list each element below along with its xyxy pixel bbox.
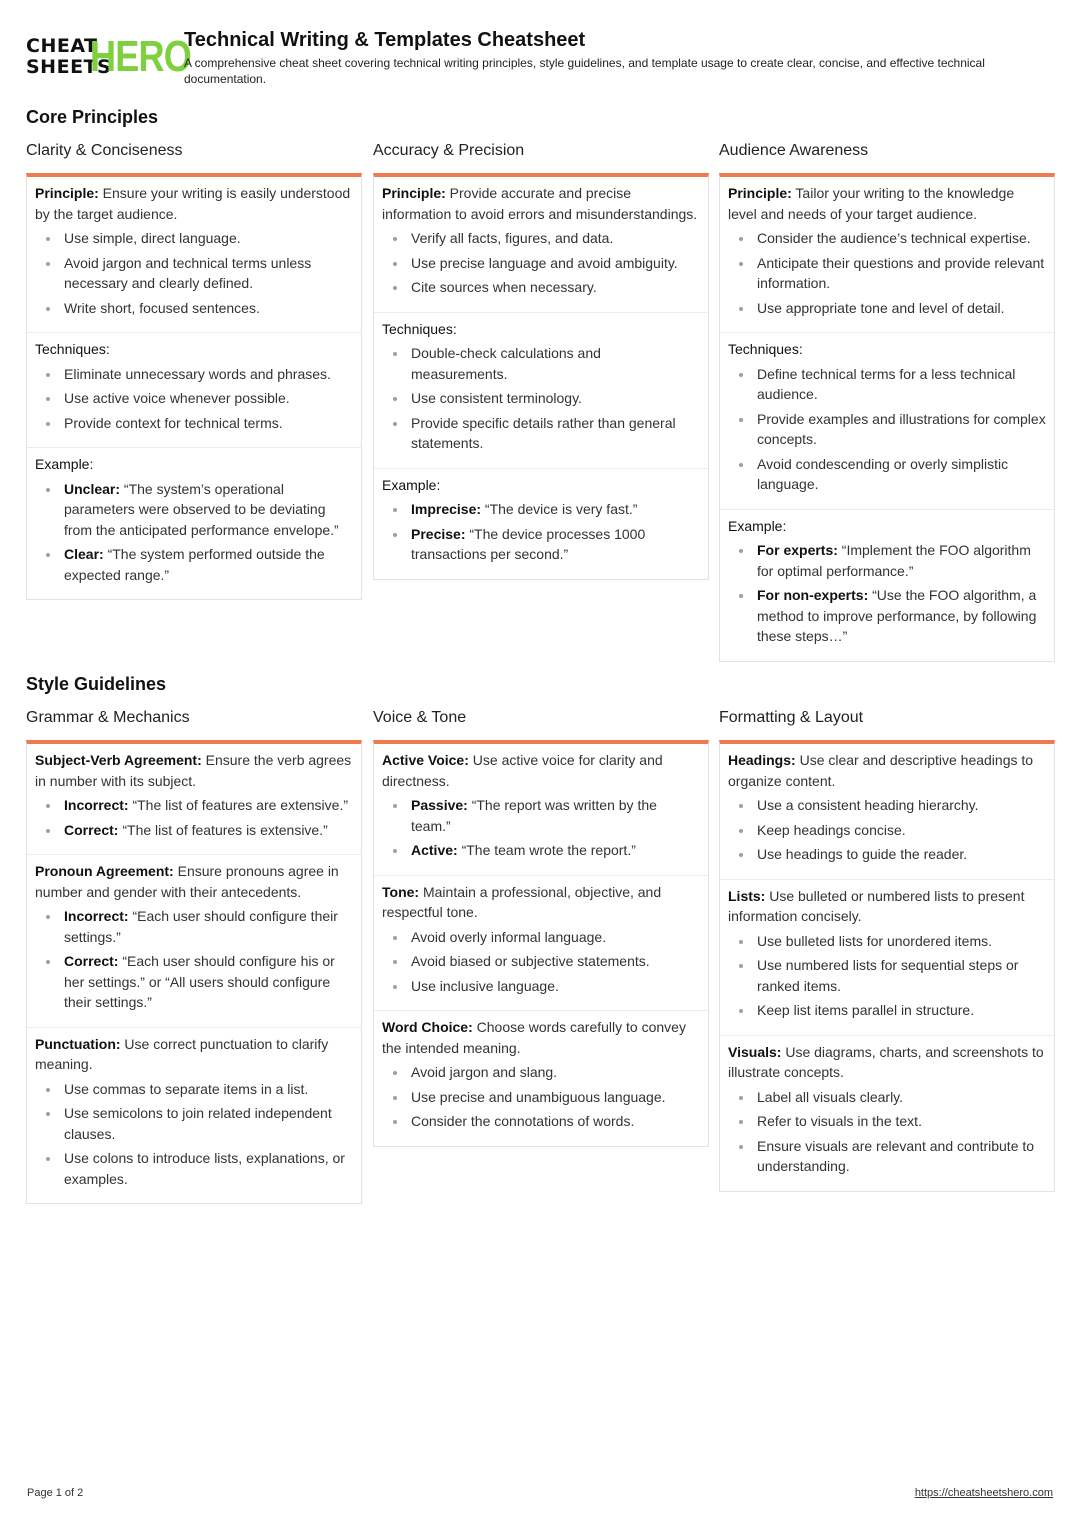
block-text: Ensure your writing is easily understood by the target audience.: [35, 185, 351, 222]
column-heading: Audience Awareness: [719, 142, 869, 159]
block-label: Subject-Verb Agreement:: [35, 752, 202, 768]
list-item: [728, 364, 1046, 405]
card-block: [720, 333, 1054, 510]
item-text: “The list of features is extensive.”: [118, 821, 328, 838]
bullet-list: [35, 1079, 353, 1190]
item-text: Use appropriate tone and level of detail.: [757, 299, 1005, 316]
list-item: [728, 1000, 1046, 1021]
item-text: Avoid jargon and technical terms unless necessary and clearly defined.: [64, 254, 312, 291]
column-card: [26, 140, 362, 600]
page-subtitle: A comprehensive cheat sheet covering technical writing principles, style guidelines, and template usage to create clear, concise, and effective technical documentation.: [184, 56, 985, 86]
block-text: Use bulleted or numbered lists to present information concisely.: [728, 887, 1025, 924]
list-item: [382, 388, 700, 409]
item-text: Consider the connotations of words.: [411, 1113, 635, 1129]
bullet-list: [35, 228, 353, 318]
card-body: [373, 173, 709, 580]
list-item: [382, 927, 700, 948]
block-text: Use correct punctuation to clarify meaning.: [35, 1035, 329, 1072]
list-item: [382, 524, 700, 565]
block-label: Lists:: [728, 887, 766, 904]
block-lead: [728, 750, 1046, 791]
item-text: “The list of features are extensive.”: [128, 797, 349, 813]
column-heading: Formatting & Layout: [719, 709, 864, 726]
item-text: Use commas to separate items in a list.: [64, 1080, 309, 1097]
bullet-list: [728, 1087, 1046, 1177]
block-lead: [35, 454, 353, 475]
item-text: Ensure visuals are relevant and contribute to understanding.: [757, 1137, 1035, 1174]
block-lead: [382, 1017, 700, 1058]
list-item: [35, 1103, 353, 1144]
logo-text-cheat: CHEAT: [26, 35, 98, 57]
bullet-list: [382, 499, 700, 565]
block-text: Use clear and descriptive headings to organize content.: [728, 752, 1034, 789]
bullet-list: [382, 343, 700, 454]
block-text: Tailor your writing to the knowledge level and needs of your target audience.: [728, 185, 1015, 222]
bullet-list: [382, 1062, 700, 1132]
card-block: [374, 177, 708, 313]
list-item: [382, 1111, 700, 1132]
item-text: Use bulleted lists for unordered items.: [757, 932, 992, 949]
cheatsheetshero-logo[interactable]: [26, 32, 191, 81]
card-body: [373, 740, 709, 1147]
list-item: [728, 454, 1046, 495]
list-item: [35, 479, 353, 541]
item-text: Verify all facts, figures, and data.: [411, 230, 614, 246]
card-block: [374, 876, 708, 1012]
item-text: “The device processes 1000 transactions per second.”: [411, 525, 646, 562]
list-item: [728, 931, 1046, 952]
item-text: Eliminate unnecessary words and phrases.: [64, 365, 331, 382]
block-label: Punctuation:: [35, 1035, 121, 1052]
list-item: [382, 1062, 700, 1083]
list-item: [35, 228, 353, 249]
item-label: Incorrect:: [64, 797, 129, 813]
bullet-list: [382, 795, 700, 861]
site-link[interactable]: https://cheatsheetshero.com: [914, 1487, 1053, 1499]
card-block: [720, 744, 1054, 880]
list-item: [35, 298, 353, 319]
bullet-list: [382, 927, 700, 997]
page-title: Technical Writing & Templates Cheatsheet: [184, 29, 586, 51]
item-label: Incorrect:: [64, 908, 129, 924]
block-lead: [382, 475, 700, 496]
list-item: [35, 413, 353, 434]
bullet-list: [35, 906, 353, 1013]
list-item: [35, 1148, 353, 1189]
item-text: Use precise language and avoid ambiguity.: [411, 254, 678, 271]
block-text: Choose words carefully to convey the intended meaning.: [382, 1019, 686, 1056]
item-text: “The report was written by the team.”: [411, 797, 657, 834]
list-item: [728, 820, 1046, 841]
item-label: For experts:: [757, 542, 838, 558]
block-text: Use active voice for clarity and directness.: [382, 752, 663, 789]
item-text: “Use the FOO algorithm, a method to improve performance, by following these steps…”: [757, 587, 1037, 644]
block-text: Ensure pronouns agree in number and gender with their antecedents.: [35, 863, 339, 900]
bullet-list: [35, 479, 353, 586]
item-text: Avoid overly informal language.: [411, 928, 607, 945]
list-item: [728, 955, 1046, 996]
list-item: [728, 795, 1046, 816]
section-title: Core Principles: [26, 107, 159, 127]
item-text: Use inclusive language.: [411, 977, 559, 994]
card-block: [27, 1028, 361, 1204]
bullet-list: [728, 228, 1046, 318]
list-item: [728, 844, 1046, 865]
bullet-list: [728, 540, 1046, 647]
list-item: [728, 253, 1046, 294]
block-text: Techniques:: [728, 341, 803, 357]
item-text: Use semicolons to join related independent clauses.: [64, 1105, 332, 1142]
item-label: Correct:: [64, 953, 119, 969]
item-text: Use precise and unambiguous language.: [411, 1088, 666, 1105]
list-item: [35, 906, 353, 947]
block-lead: [35, 750, 353, 791]
card-block: [374, 744, 708, 876]
list-item: [35, 364, 353, 385]
header: [26, 30, 1056, 90]
column-card: [373, 707, 709, 1147]
item-label: Correct:: [64, 821, 119, 838]
card-block: [27, 177, 361, 333]
bullet-list: [382, 228, 700, 298]
item-text: Use active voice whenever possible.: [64, 390, 290, 406]
block-lead: [35, 1034, 353, 1075]
block-lead: [382, 183, 700, 224]
list-item: [382, 343, 700, 384]
list-item: [382, 840, 700, 861]
item-text: Use simple, direct language.: [64, 230, 241, 246]
list-item: [728, 540, 1046, 581]
card-block: [720, 510, 1054, 661]
block-label: Word Choice:: [382, 1019, 473, 1035]
logo-text-sheets: SHEETS: [26, 56, 112, 78]
block-lead: [35, 183, 353, 224]
list-item: [728, 298, 1046, 319]
card-block: [374, 469, 708, 579]
block-label: Pronoun Agreement:: [35, 863, 174, 879]
block-text: Example:: [728, 517, 787, 534]
item-text: Label all visuals clearly.: [757, 1088, 904, 1105]
list-item: [728, 409, 1046, 450]
item-text: Consider the audience’s technical expertise.: [757, 230, 1031, 246]
block-text: Example:: [382, 476, 441, 493]
list-item: [728, 1111, 1046, 1132]
item-text: Provide specific details rather than general statements.: [411, 414, 676, 451]
list-item: [728, 1136, 1046, 1177]
list-item: [35, 544, 353, 585]
item-text: “Implement the FOO algorithm for optimal performance.”: [757, 542, 1031, 579]
column-heading: Clarity & Conciseness: [26, 142, 183, 159]
card-body: [26, 740, 362, 1204]
block-label: Tone:: [382, 883, 420, 900]
card-body: [719, 740, 1055, 1192]
item-text: Use colons to introduce lists, explanations, or examples.: [64, 1150, 345, 1187]
item-text: Avoid biased or subjective statements.: [411, 953, 650, 969]
column-card: [26, 707, 362, 1204]
block-lead: [382, 882, 700, 923]
block-text: Provide accurate and precise information to avoid errors and misunderstandings.: [382, 185, 698, 222]
card-block: [374, 313, 708, 469]
bullet-list: [728, 364, 1046, 495]
block-lead: [35, 339, 353, 360]
item-text: Keep headings concise.: [757, 821, 906, 838]
item-label: Passive:: [411, 797, 468, 813]
block-lead: [728, 339, 1046, 360]
block-label: Active Voice:: [382, 752, 469, 768]
block-lead: [728, 886, 1046, 927]
item-text: Use headings to guide the reader.: [757, 846, 968, 862]
item-text: Avoid jargon and slang.: [411, 1064, 558, 1080]
item-text: Double-check calculations and measurements.: [411, 345, 601, 382]
block-lead: [35, 861, 353, 902]
block-label: Headings:: [728, 752, 796, 768]
item-label: Unclear:: [64, 480, 121, 497]
item-label: Active:: [411, 842, 458, 858]
card-block: [720, 1036, 1054, 1191]
list-item: [382, 1087, 700, 1108]
item-label: Precise:: [411, 525, 466, 542]
item-text: “The device is very fast.”: [481, 501, 638, 517]
bullet-list: [35, 795, 353, 840]
list-item: [728, 1087, 1046, 1108]
block-label: Principle:: [35, 185, 99, 201]
card-block: [720, 177, 1054, 333]
card-block: [374, 1011, 708, 1146]
item-label: For non-experts:: [757, 587, 869, 603]
block-lead: [382, 319, 700, 340]
item-text: Define technical terms for a less technical audience.: [757, 365, 1016, 402]
list-item: [35, 1079, 353, 1100]
block-label: Principle:: [382, 185, 446, 201]
item-text: “Each user should configure his or her settings.” or “All users should configure their settings.”: [64, 953, 335, 1010]
section-title: Style Guidelines: [26, 674, 167, 694]
list-item: [382, 253, 700, 274]
list-item: [35, 951, 353, 1013]
list-item: [35, 388, 353, 409]
card-block: [27, 333, 361, 448]
block-lead: [382, 750, 700, 791]
list-item: [382, 277, 700, 298]
item-text: Cite sources when necessary.: [411, 279, 597, 295]
block-text: Ensure the verb agrees in number with its subject.: [35, 752, 352, 789]
list-item: [382, 795, 700, 836]
block-text: Techniques:: [35, 341, 110, 357]
item-label: Imprecise:: [411, 501, 482, 517]
block-lead: [728, 1042, 1046, 1083]
list-item: [728, 228, 1046, 249]
item-text: Use consistent terminology.: [411, 390, 582, 406]
block-label: Visuals:: [728, 1043, 782, 1060]
list-item: [382, 976, 700, 997]
card-body: [26, 173, 362, 600]
column-card: [719, 140, 1055, 662]
bullet-list: [728, 931, 1046, 1021]
list-item: [382, 413, 700, 454]
item-text: Keep list items parallel in structure.: [757, 1002, 975, 1018]
card-block: [27, 448, 361, 599]
item-label: Clear:: [64, 546, 104, 562]
card-block: [27, 855, 361, 1028]
item-text: Avoid condescending or overly simplistic language.: [757, 455, 1009, 492]
block-label: Principle:: [728, 185, 792, 201]
item-text: Use a consistent heading hierarchy.: [757, 797, 979, 813]
logo-text-hero: HERO: [90, 32, 191, 81]
list-item: [382, 951, 700, 972]
card-block: [720, 880, 1054, 1036]
page-number: Page 1 of 2: [27, 1487, 84, 1499]
column-heading: Voice & Tone: [373, 709, 467, 726]
column-card: [373, 140, 709, 580]
list-item: [728, 585, 1046, 647]
column-heading: Grammar & Mechanics: [26, 709, 190, 726]
item-text: “Each user should configure their settings.”: [64, 908, 338, 945]
block-text: Use diagrams, charts, and screenshots to illustrate concepts.: [728, 1043, 1044, 1080]
column-card: [719, 707, 1055, 1192]
block-text: Example:: [35, 456, 94, 472]
list-item: [35, 253, 353, 294]
block-lead: [728, 516, 1046, 537]
block-text: Techniques:: [382, 320, 457, 337]
bullet-list: [35, 364, 353, 434]
item-text: Use numbered lists for sequential steps or ranked items.: [757, 957, 1019, 994]
block-lead: [728, 183, 1046, 224]
item-text: Provide examples and illustrations for complex concepts.: [757, 410, 1046, 447]
card-body: [719, 173, 1055, 662]
card-block: [27, 744, 361, 855]
column-heading: Accuracy & Precision: [373, 142, 525, 159]
bullet-list: [728, 795, 1046, 865]
item-text: Refer to visuals in the text.: [757, 1113, 922, 1129]
item-text: Anticipate their questions and provide relevant information.: [757, 254, 1045, 291]
item-text: “The system performed outside the expected range.”: [64, 546, 325, 583]
item-text: “The team wrote the report.”: [457, 842, 636, 858]
list-item: [35, 795, 353, 816]
item-text: Write short, focused sentences.: [64, 299, 260, 316]
block-text: Maintain a professional, objective, and respectful tone.: [382, 883, 662, 920]
list-item: [382, 499, 700, 520]
list-item: [382, 228, 700, 249]
item-text: Provide context for technical terms.: [64, 414, 283, 431]
list-item: [35, 820, 353, 841]
item-text: “The system’s operational parameters were observed to be deviating from the anticipated performance envelope.”: [64, 480, 339, 538]
